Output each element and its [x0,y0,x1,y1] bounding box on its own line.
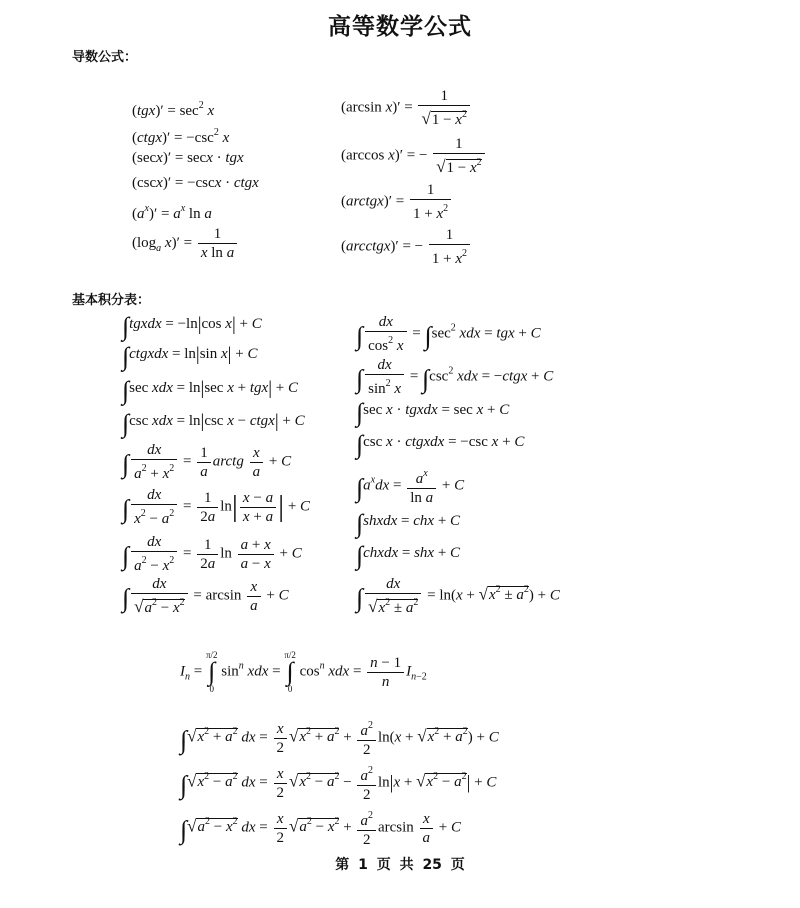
integral-formula: ∫ $\frac{dx}{\sin^2 x}$ = $\int\csc^2$ xdx = −ctgx + C [356,357,554,397]
derivative-formula: (arcsin x)′ = $\frac{1}{√1 - x^2}$ [341,88,472,128]
integral-formula: ∫ $\frac{dx}{\cos^2 x}$ = $\int\sec^2$ xdx = tgx + C [356,314,541,354]
page-footer: 第 1 页 共 25 页 [335,857,465,873]
derivative-formula: (arctgx)′ = $\frac{1}{1 + x^2}$ [341,182,453,222]
integral-formula: ∫tgxdx = −ln|cos x| + C [122,312,262,341]
integral-formula: ∫csc x · ctgxdx = −csc x + C [356,430,525,459]
integral-formula: ∫sec x · tgxdx = sec x + C [356,398,510,427]
reduction-formula: $I_n$ = π/2 ∫ 0 $\sin^n$ xdx = π/2 ∫ 0 $\cos^n$ xdx = $\frac{n - 1}{n}$ $I_{n-2}$ [180,650,427,694]
derivative-formula: ($\log_a$ x)′ = $\frac{1}{\text{x ln a}}$ [132,226,239,261]
reduction-formula: $\int√x^2 + a^2$ dx = $\frac{x}{2}$ $√x^2 + a^2$ + $\frac{a^2}{2}$ $\ln(x + √x^2 + a^2) + C$ [180,720,499,758]
page-title: 高等数学公式 [328,14,472,40]
integral-heading: 基本积分表： [72,293,151,308]
derivative-formula: (arcctgx)′ = − $\frac{1}{1 + x^2}$ [341,227,472,267]
integral-formula: ∫shxdx = chx + C [356,509,461,538]
derivative-heading: 导数公式： [72,50,138,65]
integral-formula: $\int a^xdx$ = $\frac{a^x}{\text{ln a}}$ + C [356,468,465,506]
derivative-formula: (secx)′ = secx · tgx [132,150,244,166]
integral-formula: ∫ $\frac{dx}{a^2 + x^2}$ = $\frac{1}{a}$ arctg $\frac{x}{a}$ + C [122,442,292,482]
derivative-formula: $(tgx)' = \sec^2 x$ [132,100,215,119]
integral-formula: ∫ $\frac{dx}{√x^2 \pm a^2}$ = $\ln(x + √x^2 \pm a^2) + C$ [356,576,560,616]
derivative-formula: (cscx)′ = −cscx · ctgx [132,175,259,191]
reduction-formula: $\int√x^2 - a^2$ dx = $\frac{x}{2}$ $√x^2 - a^2$ − $\frac{a^2}{2}$ $\ln|x + √x^2 - a^2| + C$ [180,765,497,803]
derivative-formula: $(a^x)' = a^x$ ln a [132,203,212,222]
derivative-formula: (arccos x)′ = − $\frac{1}{√1 - x^2}$ [341,136,487,176]
integral-formula: ∫chxdx = shx + C [356,541,461,570]
integral-formula: ∫ctgxdx = ln|sin x| + C [122,342,258,371]
integral-formula: ∫sec xdx = ln|sec x + tgx| + C [122,376,298,405]
integral-formula: ∫ $\frac{dx}{√a^2 - x^2}$ = arcsin $\frac{x}{a}$ + C [122,576,289,616]
reduction-formula: $\int√a^2 - x^2$ dx = $\frac{x}{2}$ $√a^2 - x^2$ + $\frac{a^2}{2}$ arcsin $\frac{x}{a}$ + C [180,810,462,848]
integral-formula: ∫csc xdx = ln|csc x − ctgx| + C [122,409,305,438]
integral-formula: ∫ $\frac{dx}{a^2 - x^2}$ = $\frac{1}{2a}$ ln $\frac{a + x}{a - x}$ + C [122,534,302,574]
derivative-formula: (ctgx)′ = $-\csc^2$ x [132,127,230,146]
integral-formula: ∫ $\frac{dx}{x^2 - a^2}$ = $\frac{1}{2a}$ ln| $\frac{x - a}{x + a}$ | + C [122,487,311,527]
